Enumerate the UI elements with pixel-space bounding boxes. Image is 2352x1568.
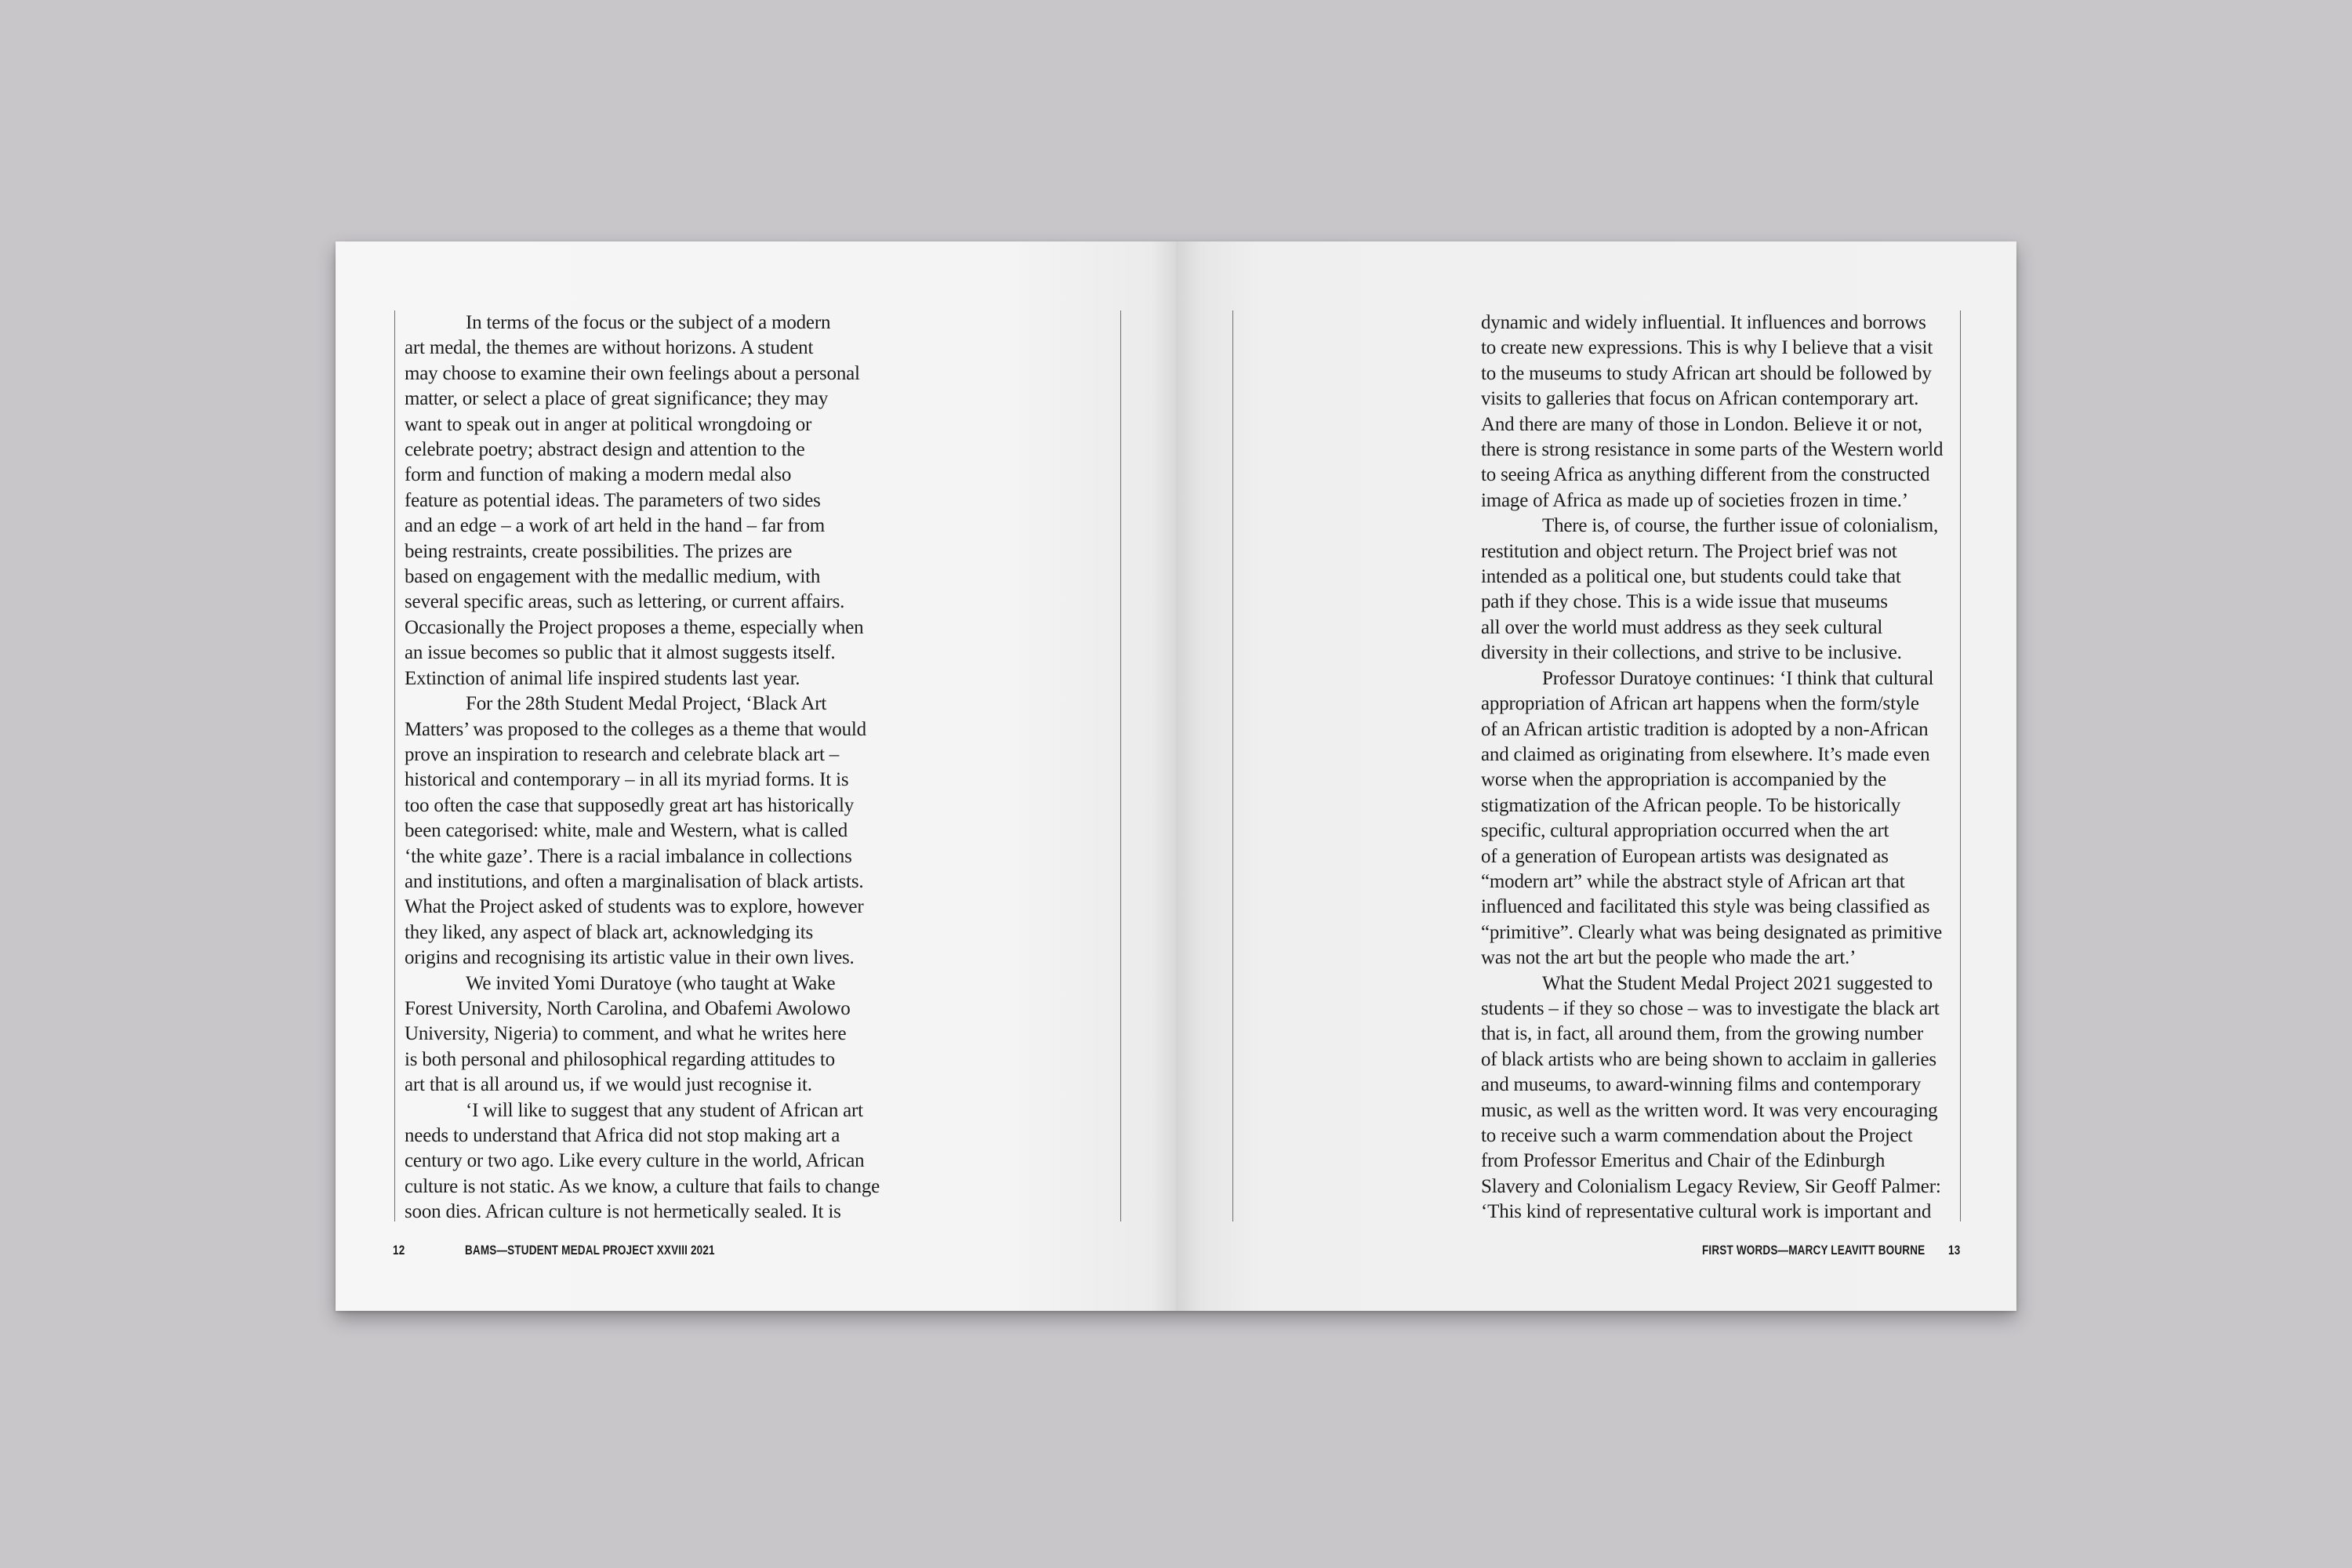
text-line: to seeing Africa as anything different from the constructed [1481, 464, 1930, 486]
text-line: And there are many of those in London. Believe it or not, [1481, 413, 1922, 435]
text-line: and claimed as originating from elsewhere. It’s made even [1481, 743, 1930, 765]
text-line: century or two ago. Like every culture in the world, African [405, 1150, 865, 1172]
text-line: influenced and facilitated this style was being classified as [1481, 896, 1930, 918]
text-line: they liked, any aspect of black art, acknowledging its [405, 921, 813, 943]
text-line: may choose to examine their own feelings about a personal [405, 362, 860, 384]
text-line: there is strong resistance in some parts of the Western world [1481, 439, 1944, 461]
text-line: feature as potential ideas. The parameters of two sides [405, 489, 821, 511]
text-line: music, as well as the written word. It was very encouraging [1481, 1099, 1938, 1121]
text-line: culture is not static. As we know, a culture that fails to change [405, 1175, 880, 1197]
text-line: want to speak out in anger at political wrongdoing or [405, 413, 812, 435]
text-line: students – if they so chose – was to investigate the black art [1481, 997, 1940, 1019]
text-line: There is, of course, the further issue of colonialism, [1542, 515, 1939, 537]
book-spread [336, 241, 2016, 1311]
text-line: appropriation of African art happens when the form/style [1481, 693, 1919, 715]
running-head: BAMS—STUDENT MEDAL PROJECT XXVIII 2021 [465, 1243, 715, 1258]
text-line: from Professor Emeritus and Chair of the Edinburgh [1481, 1150, 1886, 1172]
text-line: Professor Duratoye continues: ‘I think that cultural [1542, 667, 1934, 689]
text-line: to receive such a warm commendation about the Project [1481, 1125, 1913, 1146]
text-line: worse when the appropriation is accompanied by the [1481, 769, 1886, 791]
body-text [405, 310, 938, 1225]
text-line: We invited Yomi Duratoye (who taught at Wake [466, 972, 836, 994]
text-line: “modern art” while the abstract style of African art that [1481, 870, 1905, 892]
text-line: that is, in fact, all around them, from the growing number [1481, 1023, 1923, 1045]
text-line: needs to understand that Africa did not stop making art a [405, 1125, 840, 1146]
text-line: and an edge – a work of art held in the hand – far from [405, 515, 826, 537]
text-line: diversity in their collections, and strive to be inclusive. [1481, 642, 1902, 664]
text-line: historical and contemporary – in all its myriad forms. It is [405, 769, 849, 791]
text-line: soon dies. African culture is not hermetically sealed. It is [405, 1201, 841, 1223]
left-margin-rule [394, 310, 395, 1221]
text-line: was not the art but the people who made the art.’ [1481, 947, 1857, 969]
text-line: art medal, the themes are without horizons. A student [405, 337, 814, 359]
text-line: visits to galleries that focus on African contemporary art. [1481, 388, 1919, 410]
text-line: What the Project asked of students was to explore, however [405, 896, 864, 918]
text-line: and museums, to award-winning films and contemporary [1481, 1074, 1921, 1096]
text-line: dynamic and widely influential. It influences and borrows [1481, 312, 1926, 333]
text-line: is both personal and philosophical regarding attitudes to [405, 1048, 835, 1070]
text-line: form and function of making a modern medal also [405, 464, 792, 486]
text-line: to the museums to study African art should be followed by [1481, 362, 1932, 384]
text-line: of black artists who are being shown to acclaim in galleries [1481, 1048, 1936, 1070]
text-line: to create new expressions. This is why I believe that a visit [1481, 337, 1933, 359]
text-line: being restraints, create possibilities. The prizes are [405, 540, 793, 562]
left-page [336, 241, 1176, 1311]
text-line: matter, or select a place of great significance; they may [405, 388, 829, 410]
text-line: prove an inspiration to research and celebrate black art – [405, 743, 840, 765]
text-line: of a generation of European artists was designated as [1481, 845, 1889, 867]
body-text [1481, 310, 2016, 1225]
text-line: restitution and object return. The Project brief was not [1481, 540, 1897, 562]
text-line: Extinction of animal life inspired students last year. [405, 667, 800, 689]
text-line: Slavery and Colonialism Legacy Review, Sir Geoff Palmer: [1481, 1175, 1941, 1197]
text-line: and institutions, and often a marginalisation of black artists. [405, 870, 864, 892]
text-line: ‘the white gaze’. There is a racial imbalance in collections [405, 845, 852, 867]
text-line: ‘I will like to suggest that any student of African art [466, 1099, 863, 1121]
text-line: been categorised: white, male and Western, what is called [405, 820, 848, 842]
text-line: stigmatization of the African people. To be historically [1481, 794, 1901, 816]
text-line: What the Student Medal Project 2021 suggested to [1542, 972, 1933, 994]
text-line: based on engagement with the medallic medium, with [405, 566, 821, 588]
text-line: specific, cultural appropriation occurred when the art [1481, 820, 1889, 842]
text-line: origins and recognising its artistic value in their own lives. [405, 947, 855, 969]
page-number: 13 [1948, 1243, 1961, 1258]
text-line: too often the case that supposedly great art has historically [405, 794, 855, 816]
text-line: For the 28th Student Medal Project, ‘Black Art [466, 693, 827, 715]
left-margin-rule [1232, 310, 1233, 1221]
text-line: University, Nigeria) to comment, and what he writes here [405, 1023, 847, 1045]
running-head: FIRST WORDS—MARCY LEAVITT BOURNE [1702, 1243, 1926, 1258]
text-line: all over the world must address as they seek cultural [1481, 616, 1883, 638]
text-line: of an African artistic tradition is adopted by a non-African [1481, 718, 1929, 740]
right-margin-rule [1120, 310, 1121, 1221]
text-line: art that is all around us, if we would just recognise it. [405, 1074, 812, 1096]
text-line: Forest University, North Carolina, and Obafemi Awolowo [405, 997, 851, 1019]
text-line: In terms of the focus or the subject of a modern [466, 312, 831, 333]
text-line: celebrate poetry; abstract design and attention to the [405, 439, 805, 461]
text-line: path if they chose. This is a wide issue that museums [1481, 591, 1888, 613]
text-line: Occasionally the Project proposes a theme, especially when [405, 616, 864, 638]
text-line: image of Africa as made up of societies frozen in time.’ [1481, 489, 1908, 511]
text-line: Matters’ was proposed to the colleges as a theme that would [405, 718, 866, 740]
text-line: an issue becomes so public that it almost suggests itself. [405, 642, 836, 664]
right-page [1176, 241, 2016, 1311]
text-line: “primitive”. Clearly what was being designated as primitive [1481, 921, 1943, 943]
text-line: intended as a political one, but students could take that [1481, 566, 1901, 588]
text-line: ‘This kind of representative cultural work is important and [1481, 1201, 1932, 1223]
page-number: 12 [393, 1243, 405, 1258]
text-line: several specific areas, such as lettering, or current affairs. [405, 591, 845, 613]
